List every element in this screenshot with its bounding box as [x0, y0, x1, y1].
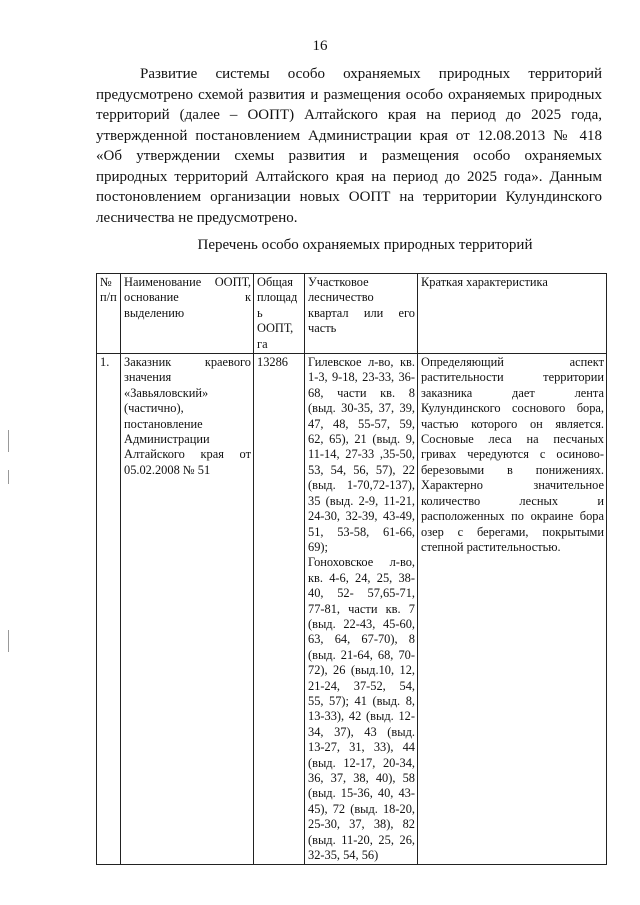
cell-line: «Завьяловский»: [124, 385, 209, 400]
cell-line: 35 (выд. 2-9, 11-21,: [308, 493, 415, 508]
cell-line: гривах чередуются с осиново-: [421, 447, 604, 462]
cell-line: заказника дает лента: [421, 385, 604, 400]
cell-line: Определяющий аспект: [421, 355, 604, 370]
intro-line: «Об утверждении схемы развития и размещения особо охраняемых: [96, 148, 602, 164]
cell-line: 34, 37), 43 (выд.: [308, 724, 415, 739]
cell-line: Администрации: [124, 432, 210, 447]
cell-line: (выд. 12-17, 20-34,: [308, 755, 415, 770]
cell-line: 51, 53-58, 61-66,: [308, 524, 415, 539]
cell-line: 13-33), 42 (выд. 12-: [308, 709, 415, 724]
table-title: Перечень особо охраняемых природных территорий: [197, 237, 533, 253]
row-num: 1.: [97, 354, 121, 865]
cell-line: лесничество: [308, 290, 374, 305]
cell-line: га: [257, 336, 268, 351]
cell-line: (частично),: [124, 401, 184, 416]
cell-line: Алтайского края от: [124, 447, 251, 462]
cell-line: площад: [257, 290, 298, 305]
cell-line: 63, 64, 67-70), 8: [308, 632, 415, 647]
cell-line: 25-30, 37, 38), 82: [308, 817, 415, 832]
cell-line: 77-81, части кв. 7: [308, 601, 415, 616]
cell-line: 11-14, 27-33 ,35-50,: [308, 447, 415, 462]
page-number: 16: [312, 38, 328, 54]
row-area: 13286: [254, 354, 305, 865]
cell-line: 05.02.2008 № 51: [124, 462, 211, 477]
protected-areas-table: [96, 273, 607, 865]
cell-line: №: [100, 275, 112, 289]
row-district: [305, 354, 418, 865]
cell-line: Краткая характеристика: [421, 275, 548, 289]
cell-line: постановление: [124, 416, 203, 431]
cell-line: значения: [124, 370, 172, 385]
cell-line: (выд. 21-64, 68, 70-: [308, 647, 415, 662]
cell-line: (выд. 11-20, 25, 26,: [308, 832, 415, 847]
scan-mark: [8, 430, 9, 452]
cell-line: Общая: [257, 275, 293, 289]
cell-line: степной растительностью.: [421, 539, 561, 554]
cell-line: растительности территории: [421, 370, 604, 385]
scan-mark: [8, 470, 9, 484]
cell-line: (выд. 1-70,72-137),: [308, 478, 415, 493]
intro-line: предусмотрено схемой развития и размещения особо охраняемых природных: [96, 86, 602, 103]
cell-line: (выд. 15-36, 40, 43-: [308, 786, 415, 801]
cell-line: частью которого он является.: [421, 416, 604, 431]
header-num: [97, 274, 121, 354]
cell-line: 53, 54, 56, 57), 22: [308, 462, 415, 477]
cell-line: Гоноховское л-во,: [308, 555, 415, 570]
cell-line: ь: [257, 305, 263, 320]
cell-line: выделению: [124, 305, 185, 320]
cell-line: 68, части кв. 8: [308, 385, 415, 400]
cell-line: количество лесных и: [421, 493, 604, 508]
cell-line: 40, 52- 57,65-71,: [308, 586, 415, 601]
cell-line: часть: [308, 321, 337, 336]
cell-line: (выд. 22-43, 45-60,: [308, 616, 415, 631]
cell-line: Участковое: [308, 275, 369, 289]
cell-line: 72), 26 (выд.10, 12,: [308, 663, 415, 678]
cell-line: 21-24, 37-52, 54,: [308, 678, 415, 693]
cell-line: Сосновые леса на песчаных: [421, 432, 604, 447]
cell-line: (выд. 30-35, 37, 39,: [308, 401, 415, 416]
intro-line: утвержденной постановлением Администрации края от 12.08.2013 № 418: [96, 127, 602, 144]
cell-line: 55, 57); 41 (выд. 8,: [308, 693, 415, 708]
cell-line: п/п: [100, 290, 117, 305]
cell-line: 36, 37, 38, 40), 58: [308, 771, 415, 785]
cell-line: 69);: [308, 539, 328, 554]
cell-line: 32-35, 54, 56): [308, 848, 379, 863]
intro-line: территорий (далее – ООПТ) Алтайского края на период до 2025 года,: [96, 107, 602, 123]
intro-paragraph: [96, 64, 602, 228]
cell-line: ООПТ,: [257, 321, 294, 336]
cell-line: кв. 4-6, 24, 25, 38-: [308, 570, 415, 585]
cell-line: 47, 48, 55-57, 59,: [308, 416, 415, 431]
cell-line: расположенных по окраине бора: [421, 509, 604, 524]
cell-line: квартал или его: [308, 305, 415, 320]
cell-line: 45), 72 (выд. 18-20,: [308, 801, 415, 816]
intro-line: лесничества не предусмотрено.: [96, 209, 298, 226]
intro-line: природных территорий Алтайского края на период до 2025 года». Данным: [96, 168, 602, 185]
cell-line: 24-30, 32-39, 43-49,: [308, 509, 415, 524]
table-header-row: [97, 274, 607, 354]
row-name: [121, 354, 254, 865]
header-description: [418, 274, 607, 354]
intro-line: постоновлением организации новых ООПТ на территории Кулундинского: [96, 189, 602, 205]
scan-mark: [8, 630, 9, 652]
row-description: [418, 354, 607, 865]
cell-line: Кулундинского соснового бора,: [421, 401, 604, 416]
table-row: [97, 354, 607, 865]
cell-line: Заказник краевого: [124, 355, 251, 370]
cell-line: основание к: [124, 290, 251, 305]
header-district: [305, 274, 418, 354]
cell-line: озер с берегами, покрытыми: [421, 524, 604, 539]
cell-line: 1-3, 9-18, 23-33, 36-: [308, 370, 415, 385]
cell-line: 13-27, 31, 33), 44: [308, 740, 415, 755]
header-area: [254, 274, 305, 354]
intro-line: Развитие системы особо охраняемых природных территорий: [140, 66, 602, 82]
cell-line: Гилевское л-во, кв.: [308, 355, 415, 370]
header-name: [121, 274, 254, 354]
cell-line: 62, 65), 21 (выд. 9,: [308, 432, 415, 447]
cell-line: Характерно значительное: [421, 478, 604, 493]
cell-line: Наименование ООПТ,: [124, 275, 251, 289]
cell-line: березовыми в понижениях.: [421, 462, 604, 477]
